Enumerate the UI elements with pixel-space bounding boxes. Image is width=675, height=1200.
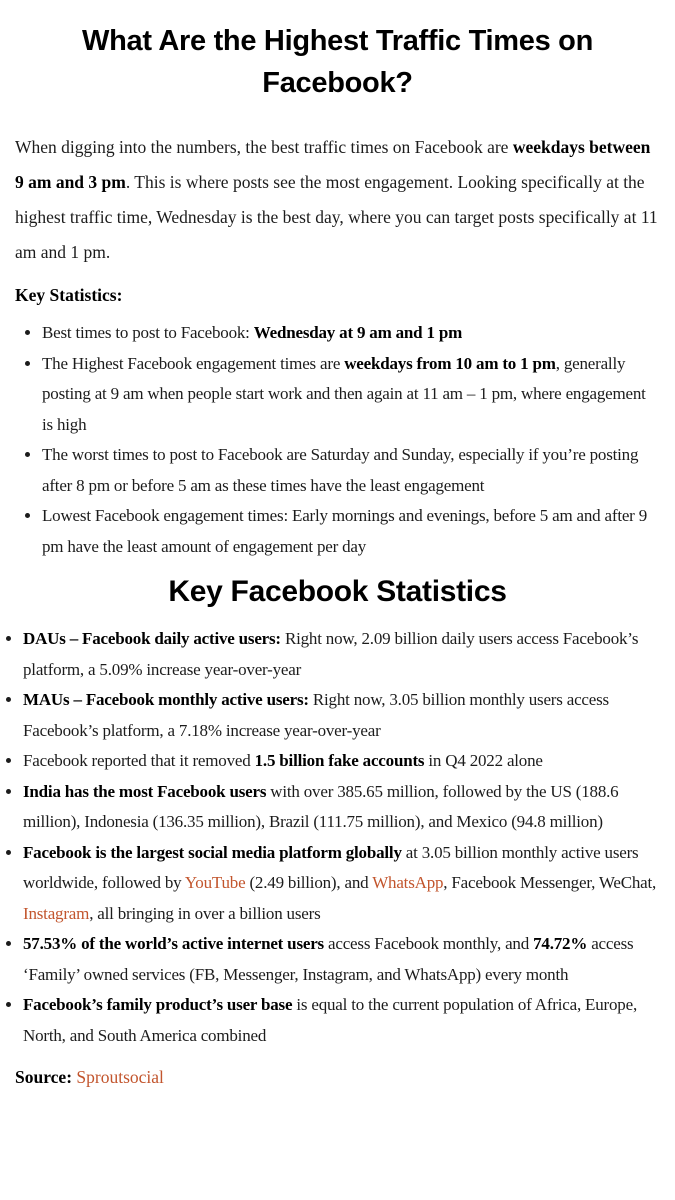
text-run: Best times to post to Facebook: <box>42 323 254 342</box>
text-run: access Facebook monthly, and <box>323 934 534 953</box>
text-run: Lowest Facebook engagement times: Early mornings and evenings, before 5 am and after 9 pm have the least amount of engagement per day <box>42 506 647 556</box>
text-run: The worst times to post to Facebook are Saturday and Sunday, especially if you’re posting after 8 pm or before 5 am as these times have the least engagement <box>42 445 639 495</box>
text-run: (2.49 billion), and <box>245 873 373 892</box>
text-run: Right now, 3.05 billion monthly users access Facebook’s platform, a 7.18% increase year-over-year <box>23 690 609 740</box>
bold-text: weekdays between 9 am and 3 pm <box>15 137 651 192</box>
whatsapp-link[interactable]: WhatsApp <box>372 873 444 892</box>
youtube-link[interactable]: YouTube <box>184 873 246 892</box>
bold-text: 57.53% of the world’s active internet users <box>23 934 324 953</box>
text-run: is equal to the current population of Africa, Europe, North, and South America combined <box>23 995 638 1045</box>
list-item <box>23 929 660 990</box>
bold-text: DAUs – Facebook daily active users: <box>23 629 281 648</box>
list-item <box>42 501 660 562</box>
text-run: , Facebook Messenger, WeChat, <box>443 873 657 892</box>
bold-text: weekdays from 10 am to 1 pm <box>344 353 556 373</box>
text-run: When digging into the numbers, the best traffic times on Facebook are <box>15 137 513 157</box>
list-item <box>23 624 660 685</box>
bold-text: Facebook’s family product’s user base <box>23 995 293 1014</box>
list-item <box>42 349 660 441</box>
instagram-link[interactable]: Instagram <box>23 903 90 923</box>
bold-text: India has the most Facebook users <box>23 781 267 801</box>
section-title-key-facebook-statistics: Key Facebook Statistics <box>168 575 507 608</box>
key-statistics-list <box>15 318 660 562</box>
list-item <box>23 838 660 930</box>
source-label: Source: <box>15 1067 73 1087</box>
page-title: What Are the Highest Traffic Times on Facebook? <box>82 25 593 99</box>
facebook-statistics-list <box>15 624 660 1051</box>
list-item <box>23 777 660 838</box>
text-run: , generally posting at 9 am when people start work and then again at 11 am – 1 pm, where engagement is high <box>42 353 646 434</box>
text-run: , all bringing in over a billion users <box>89 903 321 923</box>
bold-text: 74.72% <box>533 934 588 953</box>
key-statistics-label: Key Statistics: <box>15 285 123 305</box>
text-run: access ‘Family’ owned services (FB, Messenger, Instagram, and WhatsApp) every month <box>23 934 634 984</box>
article <box>0 20 675 1091</box>
bold-text: Wednesday at 9 am and 1 pm <box>253 323 463 342</box>
text-run: The Highest Facebook engagement times are <box>42 353 345 373</box>
list-item <box>23 990 660 1051</box>
source-line <box>15 1063 660 1091</box>
text-run: in Q4 2022 alone <box>424 751 543 770</box>
text-run: Right now, 2.09 billion daily users access Facebook’s platform, a 5.09% increase year-over-year <box>23 629 639 679</box>
sproutsocial-link[interactable]: Sproutsocial <box>76 1067 164 1087</box>
bold-text: Facebook is the largest social media platform globally <box>23 842 402 862</box>
intro-paragraph <box>15 130 660 270</box>
list-item <box>42 318 660 349</box>
list-item <box>23 746 660 777</box>
text-run: with over 385.65 million, followed by the US (188.6 million), Indonesia (136.35 million), Brazil (111.75 million), and Mexico (94.8 million) <box>23 781 619 831</box>
list-item <box>23 685 660 746</box>
text-run: at 3.05 billion monthly active users worldwide, followed by <box>23 842 639 892</box>
list-item <box>42 440 660 501</box>
text-run: . This is where posts see the most engagement. Looking specifically at the highest traffic time, Wednesday is the best day, where you can target posts specifically at 11 am and 1 pm. <box>15 172 658 262</box>
bold-text: 1.5 billion fake accounts <box>254 751 425 770</box>
bold-text: MAUs – Facebook monthly active users: <box>23 690 309 709</box>
text-run: Facebook reported that it removed <box>23 751 255 770</box>
